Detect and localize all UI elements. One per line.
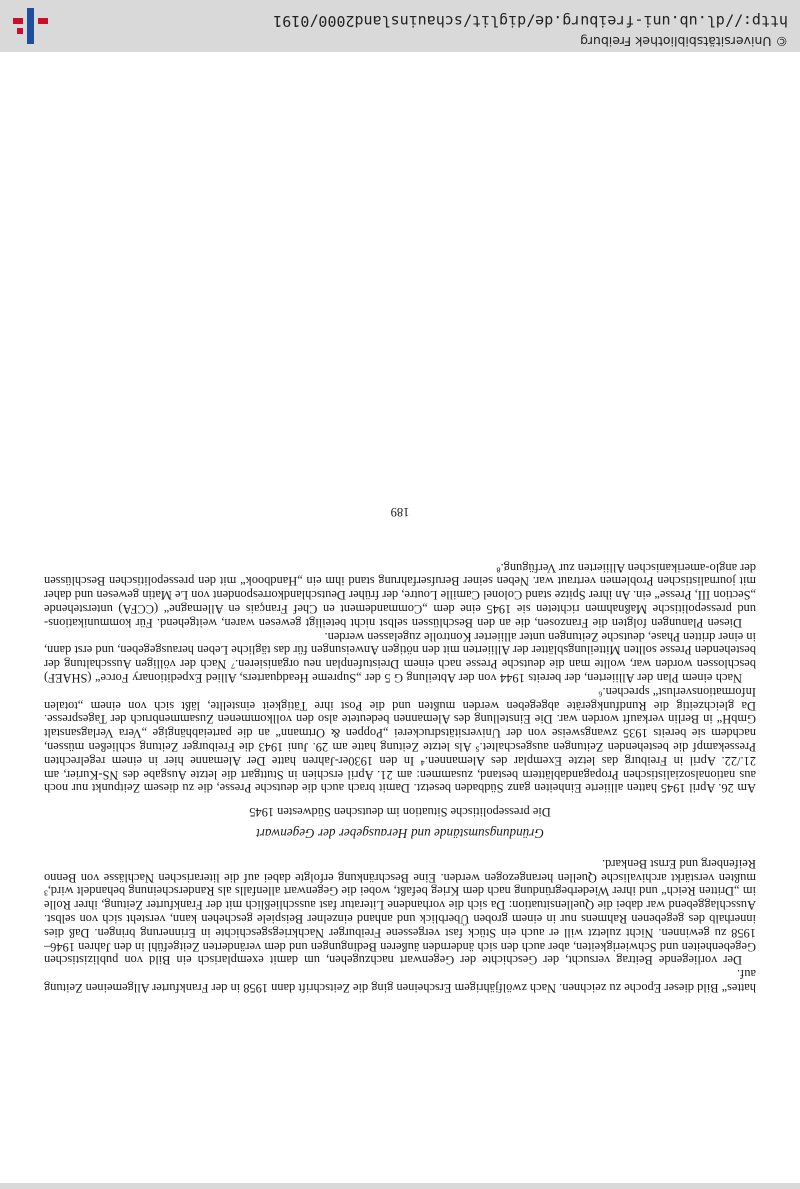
body-paragraph: Nach einem Plan der Alliierten, der bereits 1944 von der Abteilung G 5 der „Supreme Headquarters, Allied Expeditionary Force“ (SHAEF) beschlossen worden war, wollte man die deutsche Presse nach einem Dreistufenplan neu organisieren.⁷ Nach der völligen Ausschaltung der bestehenden Presse sollten Mitteilungsblätter der Alliierten mit den nötigen Anweisungen für das tägliche Leben herausgegeben, und erst dann, in einer dritten Phase, deutsche Zeitungen unter alliierter Kontrolle zugelassen werden. [44, 629, 756, 686]
body-paragraph: Der vorliegende Beitrag versucht, der Geschichte der Gegenwart nachzugehen, um damit exemplarisch ein Bild von publizistischen Gegebenheiten und Schwierigkeiten, aber auch den sich ändernden äußeren Bedingungen und dem veränderten Zeitgefühl in den Jahren 1946–1958 zu gewinnen. Nicht zuletzt will er auch ein Stück fast vergessene Freiburger Nachkriegsgeschichte in Erinnerung bringen. Daß dies innerhalb des gegebenen Rahmens nur in einem groben Überblick und anhand einzelner Beispiele geschehen kann, versteht sich von selbst. Ausschlaggebend war dabei die Quellensituation: Da sich die vorhandene Literatur fast ausschließlich mit der Frankfurter Zeitung, ihrer Rolle im „Dritten Reich“ und ihrer Wiederbegründung nach dem Krieg befaßt, wobei die Gegenwart allenfalls als Randerscheinung behandelt wird,³ mußten verstärkt archivalische Quellen herangezogen werden. Eine Beschränkung erfolgte dabei auf die literarischen Nachlässe von Benno Reifenberg und Ernst Benkard. [44, 856, 756, 968]
body-paragraph: Am 26. April 1945 hatten alliierte Einheiten ganz Südbaden besetzt. Damit brach auch die deutsche Presse, die zu diesem Zeitpunkt nur noch aus nationalsozialistischen Propagandablättern bestand, zusammen: am 21. April erschien in Stuttgart die letzte Ausgabe des NS-Kurier, am 21./22. April in Freiburg das letzte Exemplar des Alemannen.⁴ In den 1930er-Jahren hatte Der Alemanne hier in einem regelrechten Pressekampf die bestehenden Zeitungen ausgeschaltet.⁵ Als letzte Zeitung hatte am 29. Juni 1943 die Freiburger Zeitung schließen müssen, nachdem sie bereits 1935 zwangsweise von der Universitätsdruckerei „Poppen & Ortmann“ an die parteiabhängige „Vera Verlagsanstalt GmbH“ in Berlin verkauft worden war. Die Einstellung des Alemannen bedeutete also den vollkommenen Zusammenbruch der Tagespresse. Da gleichzeitig die Rundfunkgeräte abgegeben werden mußten und die Post ihre Tätigkeit einstellte, läßt sich von einem „totalen Informationsverlust“ sprechen.⁶ [44, 684, 756, 796]
section-subtitle: Die pressepolitische Situation im deutschen Südwesten 1945 [249, 805, 551, 820]
body-paragraph: hattes“ Bild dieser Epoche zu zeichnen. Nach zwölfjährigem Erscheinen ging die Zeitschrift dann 1958 in der Frankfurter Allgemeinen Zeitung auf. [44, 967, 756, 995]
page-number: 189 [390, 504, 410, 519]
viewer-bottom-strip [0, 1183, 800, 1189]
library-footer [0, 0, 800, 52]
university-library-logo-icon [8, 6, 52, 46]
body-paragraph: Diesen Planungen folgten die Franzosen, die an den Beschlüssen selbst nicht beteiligt gewesen waren, weitgehend. Für kommunikations- und pressepolitische Maßnahmen richteten sie 1945 eine dem „Commandement en Chef Français en Allemagne“ (CCFA) unterstehende „Section III, Presse“ ein. An ihrer Spitze stand Colonel Camille Loutre, der früher Deutschlandkorrespondent von Le Matin gewesen und daher mit journalistischen Problemen vertraut war. Neben seiner Berufserfahrung stand ihm ein „Handbook“ mit den pressepolitischen Beschlüssen der anglo-amerikanischen Alliierten zur Verfügung.⁸ [44, 560, 756, 630]
copyright-notice: © Universitätsbibliothek Freiburg [580, 34, 788, 49]
page-content [44, 468, 756, 994]
permalink-url[interactable]: http://dl.ub.uni-freiburg.de/diglit/schauinsland2000/0191 [273, 12, 788, 30]
section-title: Gründungsumstände und Herausgeber der Gegenwart [256, 826, 544, 842]
